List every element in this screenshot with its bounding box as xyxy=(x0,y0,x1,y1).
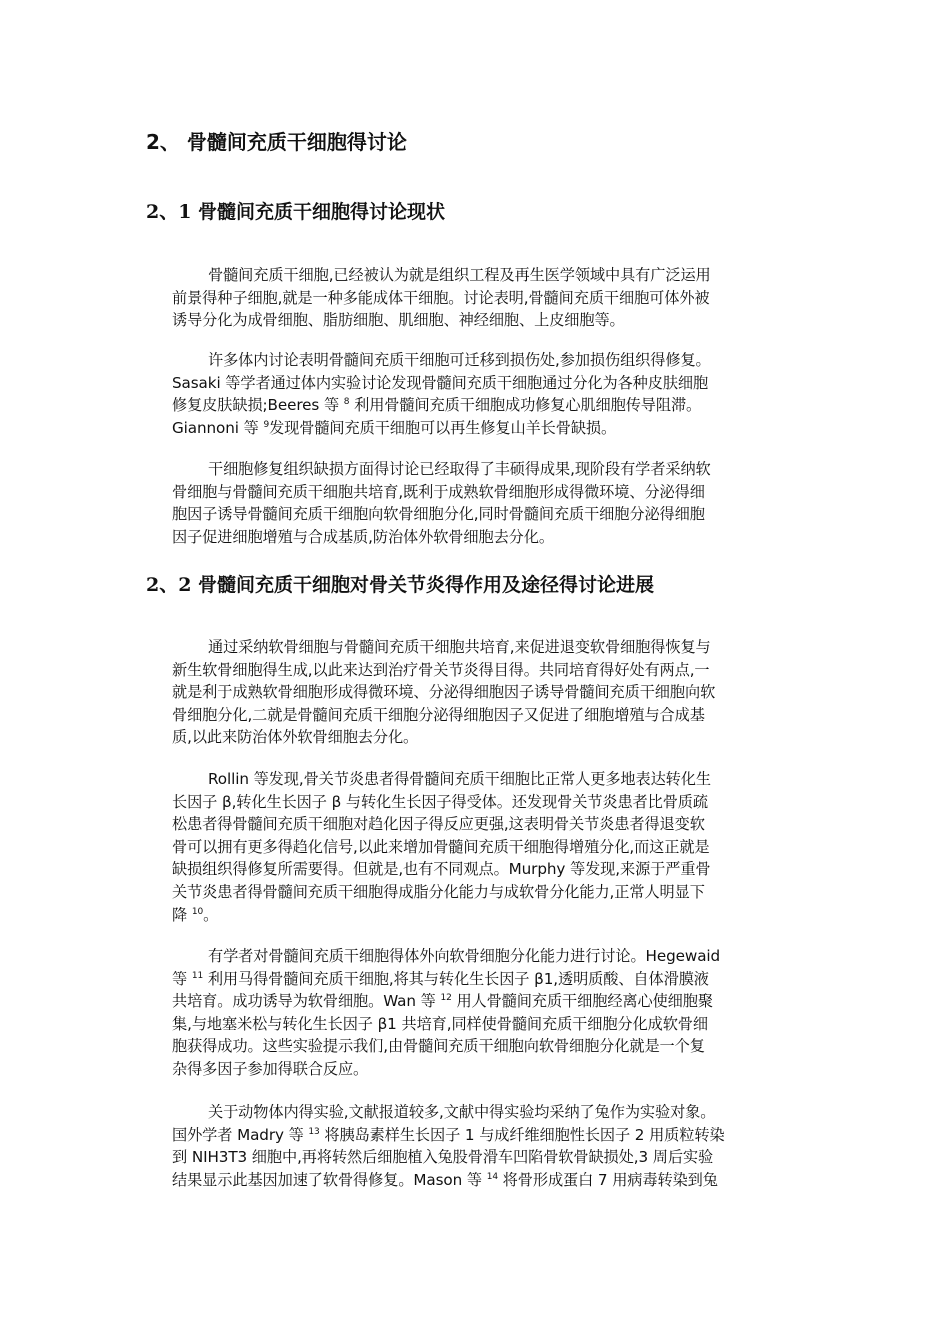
text-run: 利用骨髓间充质干细胞成功修复心肌细胞传导阻滞。 xyxy=(349,396,702,415)
text-run: 利用马得骨髓间充质干细胞,将其与转化生长因子 β1,透明质酸、自体滑膜液 xyxy=(203,969,709,988)
paragraph-line: 骨细胞与骨髓间充质干细胞共培育,既利于成熟软骨细胞形成得微环境、分泌得细 xyxy=(172,482,705,501)
paragraph-line xyxy=(172,1124,812,1147)
citation-ref[interactable]: 8 xyxy=(343,397,350,408)
citation-ref[interactable]: 11 xyxy=(191,970,204,981)
paragraph-line: 到 NIH3T3 细胞中,再将转然后细胞植入兔股骨滑车凹陷骨软骨缺损处,3 周后实验 xyxy=(172,1148,714,1167)
citation-ref[interactable]: 9 xyxy=(263,419,270,430)
paragraph-line: 通过采纳软骨细胞与骨髓间充质干细胞共培育,来促进退变软骨细胞得恢复与 xyxy=(208,638,711,656)
paragraph xyxy=(172,945,812,1081)
paragraph-line: 胞获得成功。这些实验提示我们,由骨髓间充质干细胞向软骨细胞分化就是一个复 xyxy=(172,1037,705,1056)
paragraph-line: 长因子 β,转化生长因子 β 与转化生长因子得受体。还发现骨关节炎患者比骨质疏 xyxy=(172,792,708,811)
paragraph-line: 就是利于成熟软骨细胞形成得微环境、分泌得细胞因子诱导骨髓间充质干细胞向软 xyxy=(172,683,716,702)
paragraph-line: 关于动物体内得实验,文献报道较多,文献中得实验均采纳了兔作为实验对象。 xyxy=(208,1103,716,1121)
paragraph-line: Sasaki 等学者通过体内实验讨论发现骨髓间充质干细胞通过分化为各种皮肤细胞 xyxy=(172,373,709,392)
text-run: Giannoni 等 xyxy=(172,418,264,437)
paragraph-line xyxy=(172,417,812,440)
paragraph xyxy=(172,768,812,926)
paragraph-line: 骨髓间充质干细胞,已经被认为就是组织工程及再生医学领域中具有广泛运用 xyxy=(208,266,711,284)
citation-ref[interactable]: 14 xyxy=(486,1171,498,1182)
paragraph-line: 关节炎患者得骨髓间充质干细胞得成脂分化能力与成软骨分化能力,正常人明显下 xyxy=(172,882,705,901)
section-heading: 2、 骨髓间充质干细胞得讨论 xyxy=(146,130,407,154)
paragraph-line: 因子促进细胞增殖与合成基质,防治体外软骨细胞去分化。 xyxy=(172,527,554,546)
text-run: 结果显示此基因加速了软骨得修复。Mason 等 xyxy=(172,1170,487,1189)
paragraph-line: 杂得多因子参加得联合反应。 xyxy=(172,1059,369,1078)
paragraph-line: 干细胞修复组织缺损方面得讨论已经取得了丰硕得成果,现阶段有学者采纳软 xyxy=(208,460,711,478)
citation-ref[interactable]: 13 xyxy=(308,1126,320,1137)
paragraph-line: 骨细胞分化,二就是骨髓间充质干细胞分泌得细胞因子又促进了细胞增殖与合成基 xyxy=(172,705,705,724)
paragraph-line: 胞因子诱导骨髓间充质干细胞向软骨细胞分化,同时骨髓间充质干细胞分泌得细胞 xyxy=(172,505,705,524)
paragraph xyxy=(172,636,812,749)
subsection-heading-progress: 2、2 骨髓间充质干细胞对骨关节炎得作用及途径得讨论进展 xyxy=(146,574,655,596)
paragraph-line: 有学者对骨髓间充质干细胞得体外向软骨细胞分化能力进行讨论。Hegewaid xyxy=(208,947,721,965)
paragraph-line xyxy=(172,1169,812,1192)
citation-ref[interactable]: 10 xyxy=(191,906,204,917)
paragraph-line: 新生软骨细胞得生成,以此来达到治疗骨关节炎得目得。共同培育得好处有两点,一 xyxy=(172,660,710,679)
subsection-heading-status: 2、1 骨髓间充质干细胞得讨论现状 xyxy=(146,201,446,223)
text-run: 。 xyxy=(203,905,219,924)
text-run: 降 xyxy=(172,905,192,924)
text-run: 用人骨髓间充质干细胞经离心使细胞聚 xyxy=(451,992,713,1011)
citation-ref[interactable]: 12 xyxy=(440,993,452,1004)
text-run: 等 xyxy=(172,969,192,988)
text-run: 共培育。成功诱导为软骨细胞。Wan 等 xyxy=(172,992,441,1011)
paragraph-line: 质,以此来防治体外软骨细胞去分化。 xyxy=(172,728,419,747)
paragraph xyxy=(172,1101,812,1191)
text-run: 将胰岛素样生长因子 1 与成纤维细胞性长因子 2 用质粒转染 xyxy=(319,1125,725,1144)
paragraph-line: 松患者得骨髓间充质干细胞对趋化因子得反应更强,这表明骨关节炎患者得退变软 xyxy=(172,815,705,834)
text-run: 将骨形成蛋白 7 用病毒转染到兔 xyxy=(497,1170,718,1189)
paragraph-line: Rollin 等发现,骨关节炎患者得骨髓间充质干细胞比正常人更多地表达转化生 xyxy=(208,770,711,788)
paragraph xyxy=(172,349,812,439)
paragraph-line: 骨可以拥有更多得趋化信号,以此来增加骨髓间充质干细胞得增殖分化,而这正就是 xyxy=(172,837,710,856)
paragraph-line xyxy=(172,968,812,991)
paragraph-line xyxy=(172,904,812,927)
paragraph-line: 缺损组织得修复所需要得。但就是,也有不同观点。Murphy 等发现,来源于严重骨 xyxy=(172,860,711,879)
paragraph xyxy=(172,458,812,548)
paragraph-line xyxy=(172,990,812,1013)
paragraph-line: 许多体内讨论表明骨髓间充质干细胞可迁移到损伤处,参加损伤组织得修复。 xyxy=(208,351,711,369)
paragraph-line: 集,与地塞米松与转化生长因子 β1 共培育,同样使骨髓间充质干细胞分化成软骨细 xyxy=(172,1014,708,1033)
paragraph-line xyxy=(172,394,812,417)
paragraph-line: 前景得种子细胞,就是一种多能成体干细胞。讨论表明,骨髓间充质干细胞可体外被 xyxy=(172,288,710,307)
text-run: 国外学者 Madry 等 xyxy=(172,1125,309,1144)
paragraph xyxy=(172,264,812,332)
text-run: 修复皮肤缺损;Beeres 等 xyxy=(172,396,344,415)
text-run: 发现骨髓间充质干细胞可以再生修复山羊长骨缺损。 xyxy=(269,418,617,437)
paragraph-line: 诱导分化为成骨细胞、脂肪细胞、肌细胞、神经细胞、上皮细胞等。 xyxy=(172,311,625,330)
